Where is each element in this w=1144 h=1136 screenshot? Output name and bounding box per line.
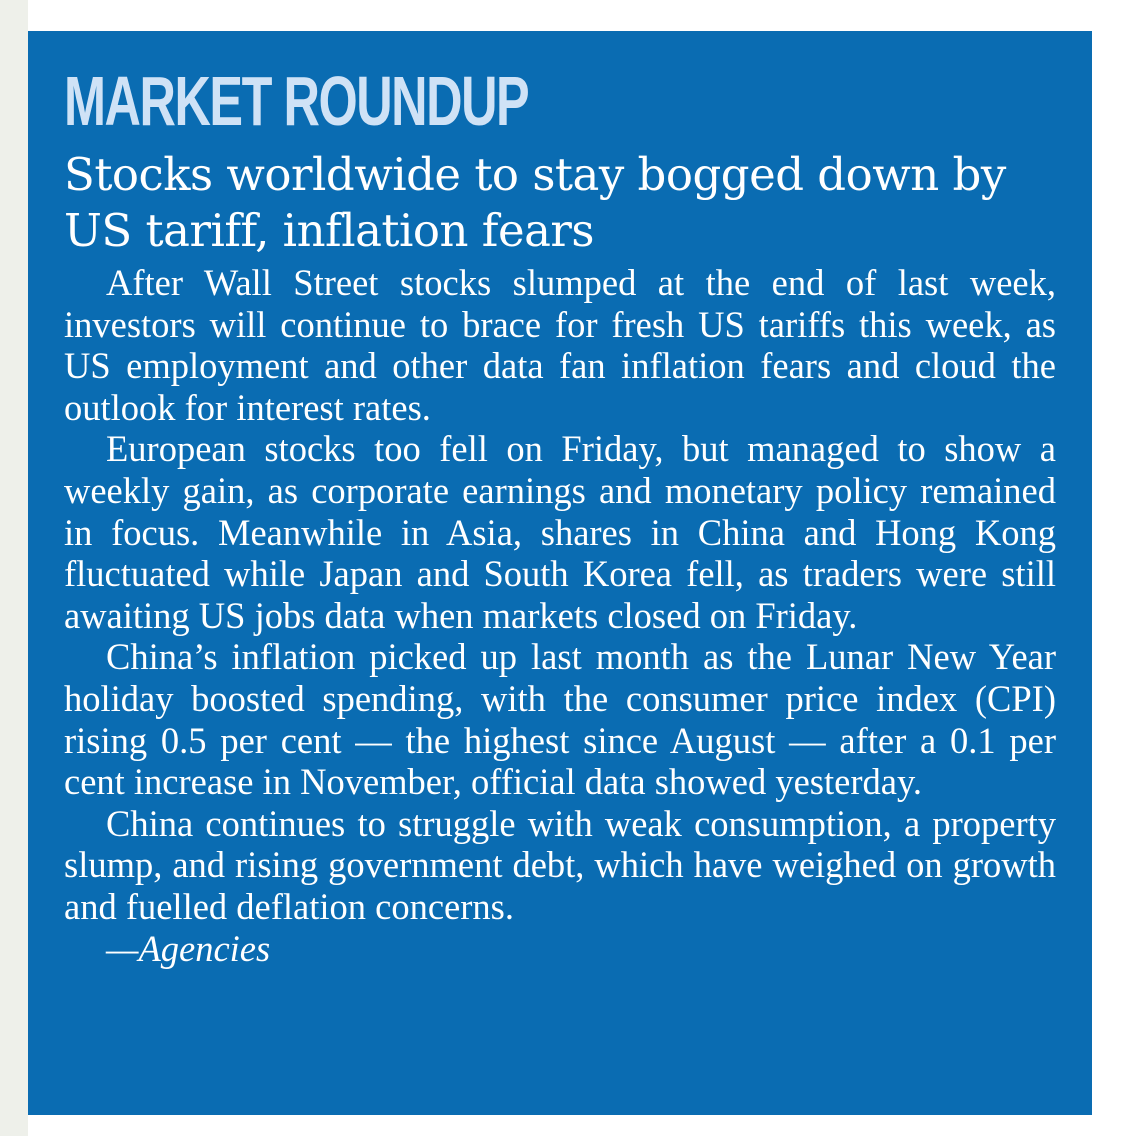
- page-margin-strip: [0, 0, 28, 1136]
- article-paragraph-2: European stocks too fell on Friday, but managed to show a weekly gain, as corporate earnings and monetary policy remained in focus. Meanwhile in Asia, shares in China and Hong Kong fluctuated while Japan and South Korea fell, as traders were still awaiting US jobs data when markets closed on Friday.: [64, 428, 1056, 636]
- section-kicker: MARKET ROUNDUP: [64, 62, 529, 140]
- article-body: [64, 262, 1056, 969]
- market-roundup-box: [28, 31, 1092, 1115]
- article-paragraph-1: After Wall Street stocks slumped at the end of last week, investors will continue to brace for fresh US tariffs this week, as US employment and other data fan inflation fears and cloud the outlook for interest rates.: [64, 262, 1056, 428]
- article-paragraph-4: China continues to struggle with weak consumption, a property slump, and rising government debt, which have weighed on growth and fuelled deflation concerns.: [64, 802, 1056, 927]
- article-paragraph-3: China’s inflation picked up last month as the Lunar New Year holiday boosted spending, with the consumer price index (CPI) rising 0.5 per cent — the highest since August — after a 0.1 per cent increase in November, official data showed yesterday.: [64, 636, 1056, 803]
- article-credit: —Agencies: [106, 927, 271, 969]
- article-headline: Stocks worldwide to stay bogged down by US tariff, inflation fears: [64, 148, 1006, 257]
